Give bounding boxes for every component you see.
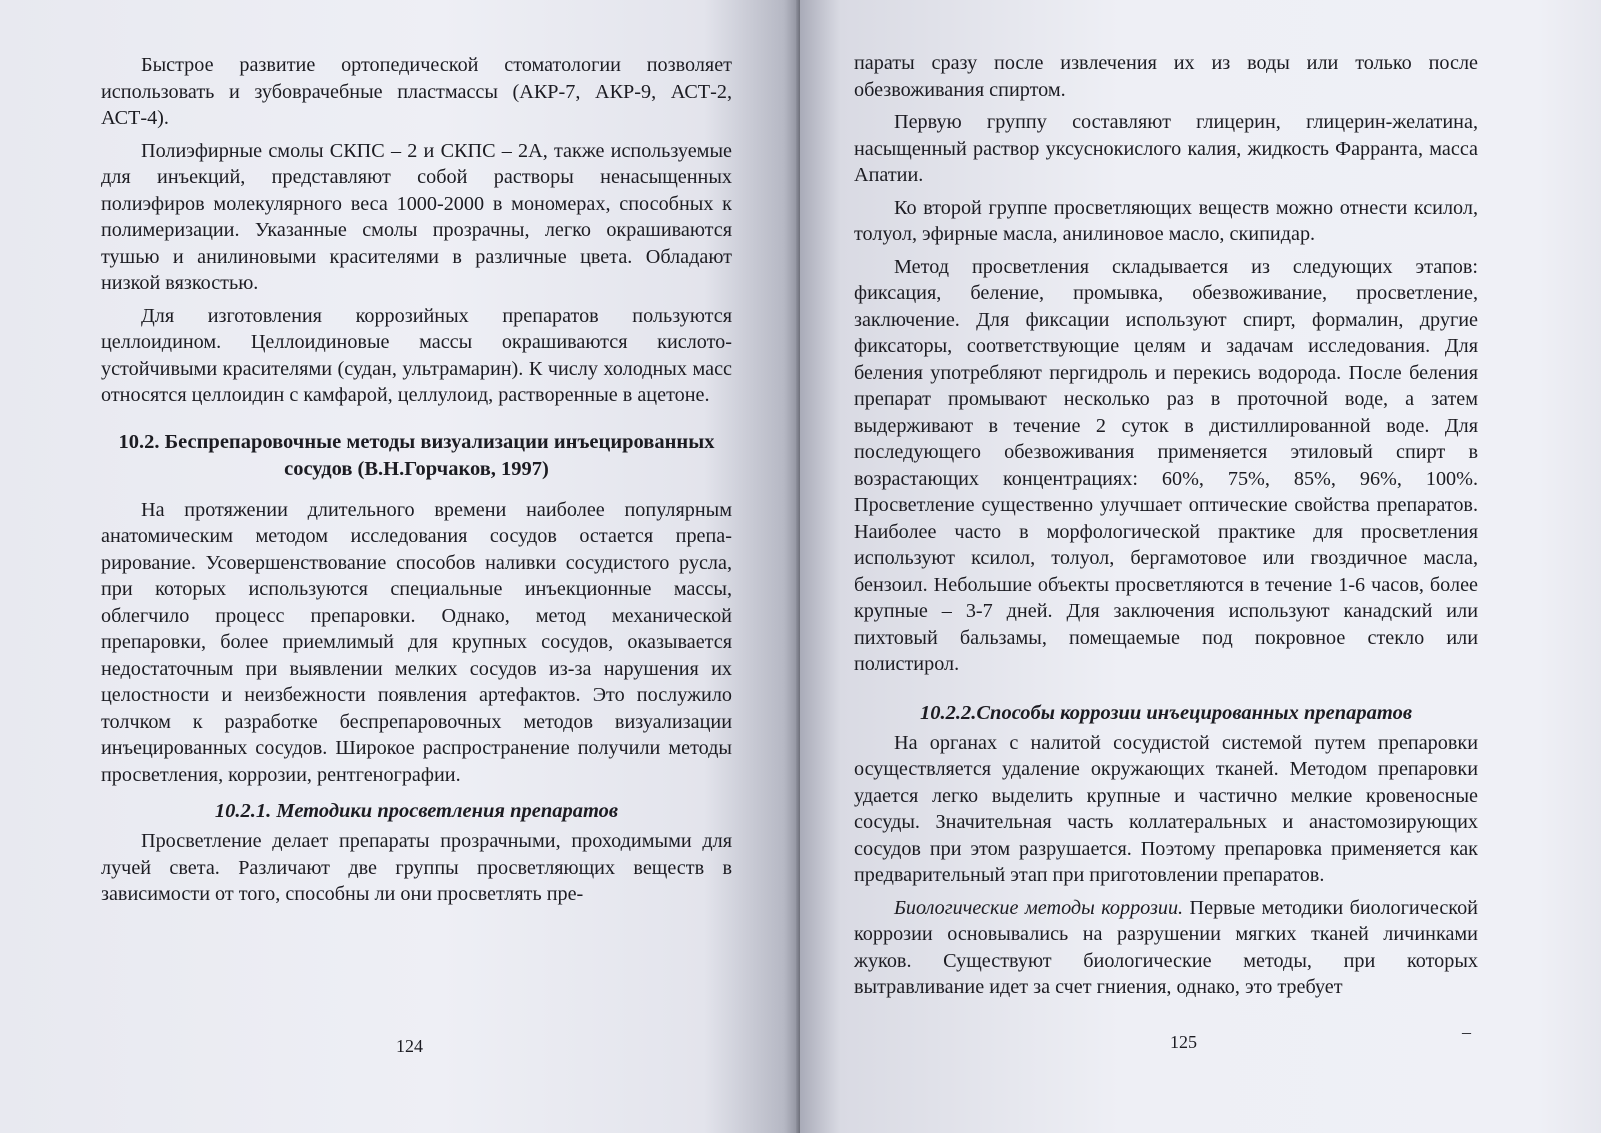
paragraph: На органах с налитой сосудистой системой путем препаровки осуществляется удаление окружающих тканей. Методом препаровки удается легко выделить крупные и частично мелкие кровеносные сосуды. Значительная часть коллатеральных и анастомозирующих сосудов при этом разрушается. Поэтому препаровка применяется как предварительный этап при приготовлении препаратов. — [854, 731, 1478, 886]
paragraph: Просветление делает препараты прозрачными, проходимыми для лучей света. Различают две группы просветляющих веществ в зависимости от того, способны ли они просветлять пре- — [101, 830, 732, 905]
left-page — [0, 0, 800, 1133]
right-page — [800, 0, 1601, 1133]
section-heading: 10.2. Беспрепаровочные методы визуализации инъецированных сосудов (В.Н.Горчаков, 1997) — [118, 430, 715, 480]
paragraph: Быстрое развитие ортопедической стоматологии позволяет использовать и зубоврачебные пластмассы (АКР-7, АКР-9, АСТ-2, АСТ-4). — [101, 54, 732, 129]
paragraph: Метод просветления складывается из следующих этапов: фиксация, беление, промывка, обезвоживание, просветление, заключение. Для фиксации используют спирт, формалин, другие фиксаторы, соответствующие целям и задачам исследования. Для беления употребляют пергидроль и перекись водорода. После беления препарат промывают несколько раз в проточной воде, а затем выдерживают в течение 2 суток в дистиллированной воде. Для последующего обезвоживания применяется этиловый спирт в возрастающих концентрациях: 60%, 75%, 85%, 96%, 100%. Просветление существенно улучшает оптические свойства препаратов. Наиболее часто в морфологической практике для просветления используют ксилол, толуол, бергамотовое или гвоздичное масла, бензоил. Небольшие объекты просветляются в течение 1-6 часов, более крупные – 3-7 дней. Для заключения используют канадский или пихтовый бальзамы, помещаемые под покровное стекло или полистирол. — [854, 255, 1478, 675]
paragraph — [854, 895, 1478, 1001]
subsection-heading: 10.2.1. Методики просветления препаратов — [214, 800, 619, 822]
paragraph: На протяжении длительного времени наиболее популярным анатомическим методом исследования сосудов остается препарирование. Усовершенствование способов наливки сосудистого русла, при которых используются специальные инъекционные массы, облегчило процесс препаровки. Однако, метод механической препаровки, более приемлимый для крупных сосудов, оказывается недостаточным при выявлении мелких сосудов из-за нарушения их целостности и неизбежности появления артефактов. Это послужило толчком к разработке беспрепаровочных методов визуализации инъецированных сосудов. Широкое распространение получили методы просветления, коррозии, рентгенографии. — [101, 498, 732, 786]
subsection-heading: 10.2.2.Способы коррозии инъецированных препаратов — [920, 701, 1412, 724]
paragraph: Для изготовления коррозийных препаратов пользуются целлоидином. Целлоидиновые массы окрашиваются кислотоустойчивыми красителями (судан, ультрамарин). К числу холодных масс относятся целлоидин с камфарой, целлулоид, растворенные в ацетоне. — [101, 304, 732, 406]
right-page-content — [854, 50, 1478, 1007]
paragraph-continued: параты сразу после извлечения их из воды или только после обезвоживания спиртом. — [854, 52, 1478, 101]
paragraph: Первую группу составляют глицерин, глицерин-желатина, насыщенный раствор уксуснокислого калия, жидкость Фарранта, масса Апатии. — [854, 111, 1478, 186]
left-page-content — [101, 52, 732, 914]
paragraph: Полиэфирные смолы СКПС – 2 и СКПС – 2А, также используемые для инъекций, представляют собой растворы ненасыщенных полиэфиров молекулярного веса 1000-2000 в мономерах, способных к полимеризации. Указанные смолы прозрачны, легко окрашиваются тушью и анилиновыми красителями в различные цвета. Обладают низкой вязкостью. — [101, 139, 732, 294]
pencil-mark: – — [1462, 1022, 1471, 1042]
paragraph-text: Первые методики биологической коррозии основывались на разрушении мягких тканей личинками жуков. Существуют биологические методы, при которых вытравливание идет за счет гниения, однако, это требует — [854, 896, 1478, 998]
page-number: 125 — [1170, 1032, 1197, 1052]
italic-lead-in: Биологические методы коррозии. — [894, 896, 1184, 919]
paragraph: Ко второй группе просветляющих веществ можно отнести ксилол, толуол, эфирные масла, анилиновое масло, скипидар. — [854, 196, 1478, 245]
page-number: 124 — [396, 1036, 423, 1056]
